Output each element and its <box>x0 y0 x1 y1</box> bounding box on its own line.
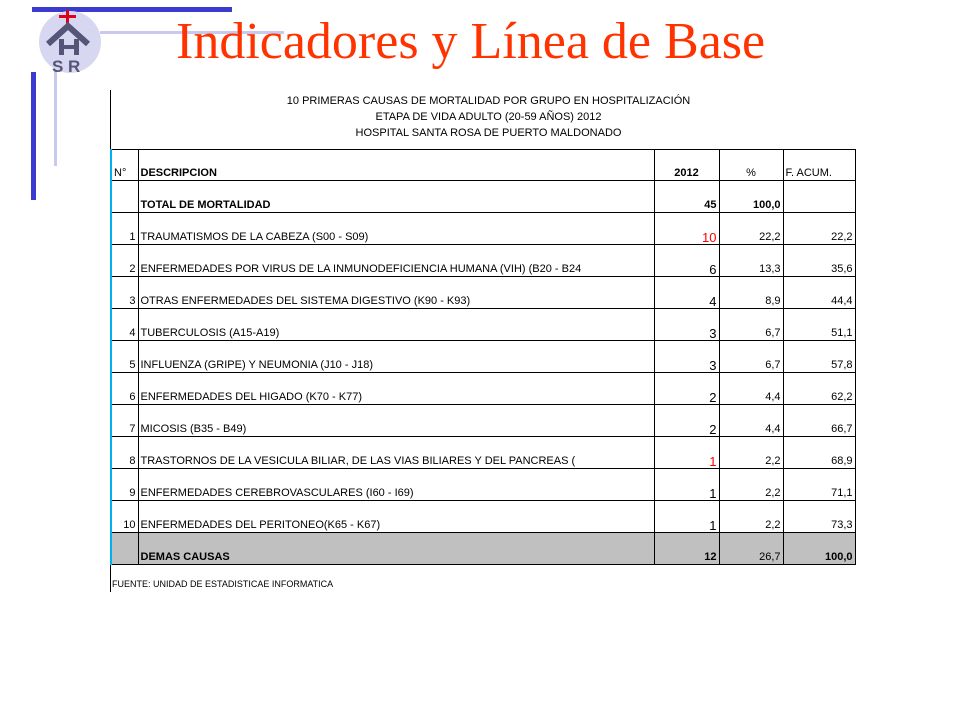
decorative-bar-left-light <box>54 64 57 166</box>
house-cross-logo-icon <box>34 4 106 76</box>
svg-text:S: S <box>52 57 64 76</box>
others-year-value: 12 <box>654 533 719 565</box>
sheet-header <box>111 93 866 141</box>
row-number: 2 <box>111 245 138 277</box>
row-percent-value: 2,2 <box>719 437 783 469</box>
total-cumulative-cell <box>783 181 855 213</box>
sheet-header-line-3: HOSPITAL SANTA ROSA DE PUERTO MALDONADO <box>355 127 622 139</box>
row-year-value: 4 <box>654 277 719 309</box>
others-description: DEMAS CAUSAS <box>138 533 654 565</box>
total-year-value: 45 <box>654 181 719 213</box>
row-number: 3 <box>111 277 138 309</box>
sheet-header-line-2: ETAPA DE VIDA ADULTO (20-59 AÑOS) 2012 <box>375 111 602 123</box>
row-number: 4 <box>111 309 138 341</box>
row-number: 1 <box>111 213 138 245</box>
row-percent-value: 6,7 <box>719 341 783 373</box>
row-year-value: 2 <box>654 373 719 405</box>
hospital-logo <box>34 4 106 76</box>
row-percent-value: 4,4 <box>719 405 783 437</box>
row-description: INFLUENZA (GRIPE) Y NEUMONIA (J10 - J18) <box>138 341 654 373</box>
row-description: ENFERMEDADES DEL PERITONEO(K65 - K67) <box>138 501 654 533</box>
table-row <box>111 309 855 341</box>
table-row <box>111 213 855 245</box>
others-num-cell <box>111 533 138 565</box>
row-description: TUBERCULOSIS (A15-A19) <box>138 309 654 341</box>
row-year-value: 1 <box>654 501 719 533</box>
row-cumulative-value: 71,1 <box>783 469 855 501</box>
column-header-percent: % <box>719 150 783 181</box>
row-cumulative-value: 66,7 <box>783 405 855 437</box>
row-percent-value: 13,3 <box>719 245 783 277</box>
row-year-value: 2 <box>654 405 719 437</box>
total-row <box>111 181 855 213</box>
others-row <box>111 533 855 565</box>
row-year-value: 1 <box>654 437 719 469</box>
table-row <box>111 437 855 469</box>
table-row <box>111 277 855 309</box>
row-cumulative-value: 62,2 <box>783 373 855 405</box>
row-cumulative-value: 73,3 <box>783 501 855 533</box>
mortality-table <box>110 149 856 565</box>
row-description: MICOSIS (B35 - B49) <box>138 405 654 437</box>
total-percent-value: 100,0 <box>719 181 783 213</box>
row-description: TRASTORNOS DE LA VESICULA BILIAR, DE LAS VIAS BILIARES Y DEL PANCREAS ( <box>138 437 654 469</box>
row-percent-value: 6,7 <box>719 309 783 341</box>
row-description: ENFERMEDADES DEL HIGADO (K70 - K77) <box>138 373 654 405</box>
table-row <box>111 373 855 405</box>
row-percent-value: 2,2 <box>719 469 783 501</box>
column-header-description: DESCRIPCION <box>138 150 654 181</box>
row-percent-value: 8,9 <box>719 277 783 309</box>
column-header-cumulative: F. ACUM. <box>783 150 855 181</box>
total-num-cell <box>111 181 138 213</box>
row-description: ENFERMEDADES POR VIRUS DE LA INMUNODEFICIENCIA HUMANA (VIH) (B20 - B24 <box>138 245 654 277</box>
row-description: TRAUMATISMOS DE LA CABEZA (S00 - S09) <box>138 213 654 245</box>
sheet-footer-source: FUENTE: UNIDAD DE ESTADISTICAE INFORMATICA <box>112 579 334 589</box>
table-row <box>111 341 855 373</box>
sheet-header-line-1: 10 PRIMERAS CAUSAS DE MORTALIDAD POR GRUPO EN HOSPITALIZACIÓN <box>286 95 691 107</box>
row-number: 9 <box>111 469 138 501</box>
table-row <box>111 469 855 501</box>
row-year-value: 1 <box>654 469 719 501</box>
table-row <box>111 245 855 277</box>
table-header-row <box>111 150 855 181</box>
row-year-value: 6 <box>654 245 719 277</box>
decorative-bar-left <box>31 72 36 200</box>
row-number: 8 <box>111 437 138 469</box>
table-row <box>111 405 855 437</box>
others-cumulative-value: 100,0 <box>783 533 855 565</box>
row-year-value: 3 <box>654 309 719 341</box>
row-description: OTRAS ENFERMEDADES DEL SISTEMA DIGESTIVO (K90 - K93) <box>138 277 654 309</box>
column-header-year: 2012 <box>654 150 719 181</box>
row-percent-value: 22,2 <box>719 213 783 245</box>
row-percent-value: 2,2 <box>719 501 783 533</box>
others-percent-value: 26,7 <box>719 533 783 565</box>
row-percent-value: 4,4 <box>719 373 783 405</box>
svg-text:R: R <box>68 57 81 76</box>
row-cumulative-value: 57,8 <box>783 341 855 373</box>
row-cumulative-value: 44,4 <box>783 277 855 309</box>
row-year-value: 10 <box>654 213 719 245</box>
row-number: 5 <box>111 341 138 373</box>
slide-title: Indicadores y Línea de Base <box>176 13 766 70</box>
row-description: ENFERMEDADES CEREBROVASCULARES (I60 - I69) <box>138 469 654 501</box>
row-cumulative-value: 68,9 <box>783 437 855 469</box>
row-number: 10 <box>111 501 138 533</box>
row-cumulative-value: 22,2 <box>783 213 855 245</box>
row-year-value: 3 <box>654 341 719 373</box>
row-cumulative-value: 35,6 <box>783 245 855 277</box>
total-description: TOTAL DE MORTALIDAD <box>138 181 654 213</box>
table-row <box>111 501 855 533</box>
column-header-num: N° <box>111 150 138 181</box>
row-cumulative-value: 51,1 <box>783 309 855 341</box>
row-number: 6 <box>111 373 138 405</box>
row-number: 7 <box>111 405 138 437</box>
